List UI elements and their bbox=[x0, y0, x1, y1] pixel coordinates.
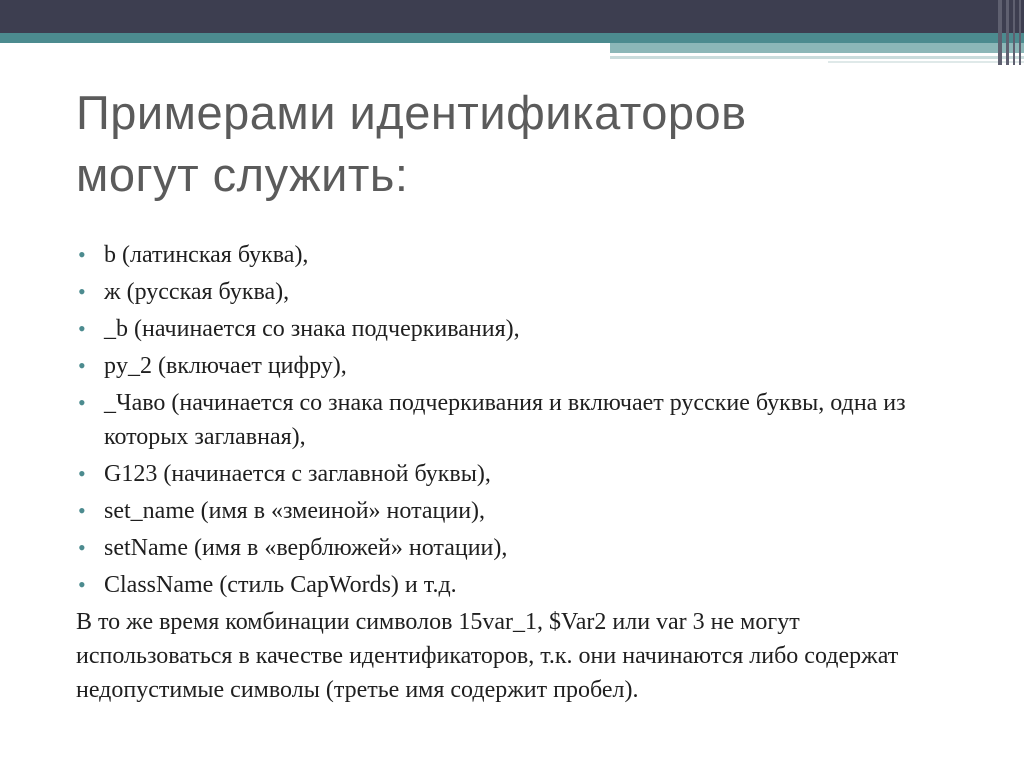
slide-title-line: могут служить: bbox=[76, 148, 409, 201]
list-item bbox=[76, 386, 976, 454]
list-item bbox=[76, 568, 976, 602]
list-item bbox=[76, 275, 976, 309]
bullet-icon: • bbox=[78, 242, 86, 267]
bullet-icon: • bbox=[78, 390, 86, 415]
header-thin-line bbox=[610, 56, 1024, 59]
list-item-text: ClassName (стиль CapWords) и т.д. bbox=[104, 572, 457, 598]
slide-title bbox=[76, 82, 976, 206]
list-item bbox=[76, 238, 976, 272]
header-vertical-stripe bbox=[1013, 0, 1015, 65]
list-item-text: b (латинская буква), bbox=[104, 242, 309, 268]
header-vertical-stripe bbox=[1006, 0, 1009, 65]
list-item bbox=[76, 349, 976, 383]
bullet-icon: • bbox=[78, 498, 86, 523]
header-teal-light-band bbox=[610, 43, 1024, 53]
bullet-icon: • bbox=[78, 461, 86, 486]
header-vertical-stripe bbox=[1019, 0, 1021, 65]
slide-title-line: Примерами идентификаторов bbox=[76, 86, 747, 139]
list-item-text: set_name (имя в «змеиной» нотации), bbox=[104, 498, 486, 524]
list-item-text: ж (русская буква), bbox=[104, 279, 290, 305]
header-dark-band bbox=[0, 0, 1024, 33]
list-item-text: _Чаво (начинается со знака подчеркивания и включает русские буквы, одна из которых заглавная), bbox=[104, 390, 906, 450]
list-item-text: setName (имя в «верблюжей» нотации), bbox=[104, 535, 508, 561]
list-item-text: G123 (начинается с заглавной буквы), bbox=[104, 461, 491, 487]
list-item bbox=[76, 312, 976, 346]
bullet-list bbox=[76, 238, 976, 602]
list-item-text: py_2 (включает цифру), bbox=[104, 353, 347, 379]
bullet-icon: • bbox=[78, 316, 86, 341]
bullet-icon: • bbox=[78, 572, 86, 597]
header-teal-band bbox=[0, 33, 1024, 43]
bullet-icon: • bbox=[78, 535, 86, 560]
body-paragraph: В то же время комбинации символов 15var_1, $Var2 или var 3 не могут использоваться в качестве идентификаторов, т.к. они начинаются либо содержат недопустимые символы (третье имя содержит пробел). bbox=[76, 609, 899, 703]
bullet-icon: • bbox=[78, 353, 86, 378]
list-item-text: _b (начинается со знака подчеркивания), bbox=[104, 316, 520, 342]
header-vertical-stripe bbox=[998, 0, 1002, 65]
list-item bbox=[76, 531, 976, 565]
list-item bbox=[76, 457, 976, 491]
header-thin-line bbox=[828, 61, 1024, 63]
bullet-icon: • bbox=[78, 279, 86, 304]
list-item bbox=[76, 494, 976, 528]
slide-body bbox=[76, 238, 976, 731]
